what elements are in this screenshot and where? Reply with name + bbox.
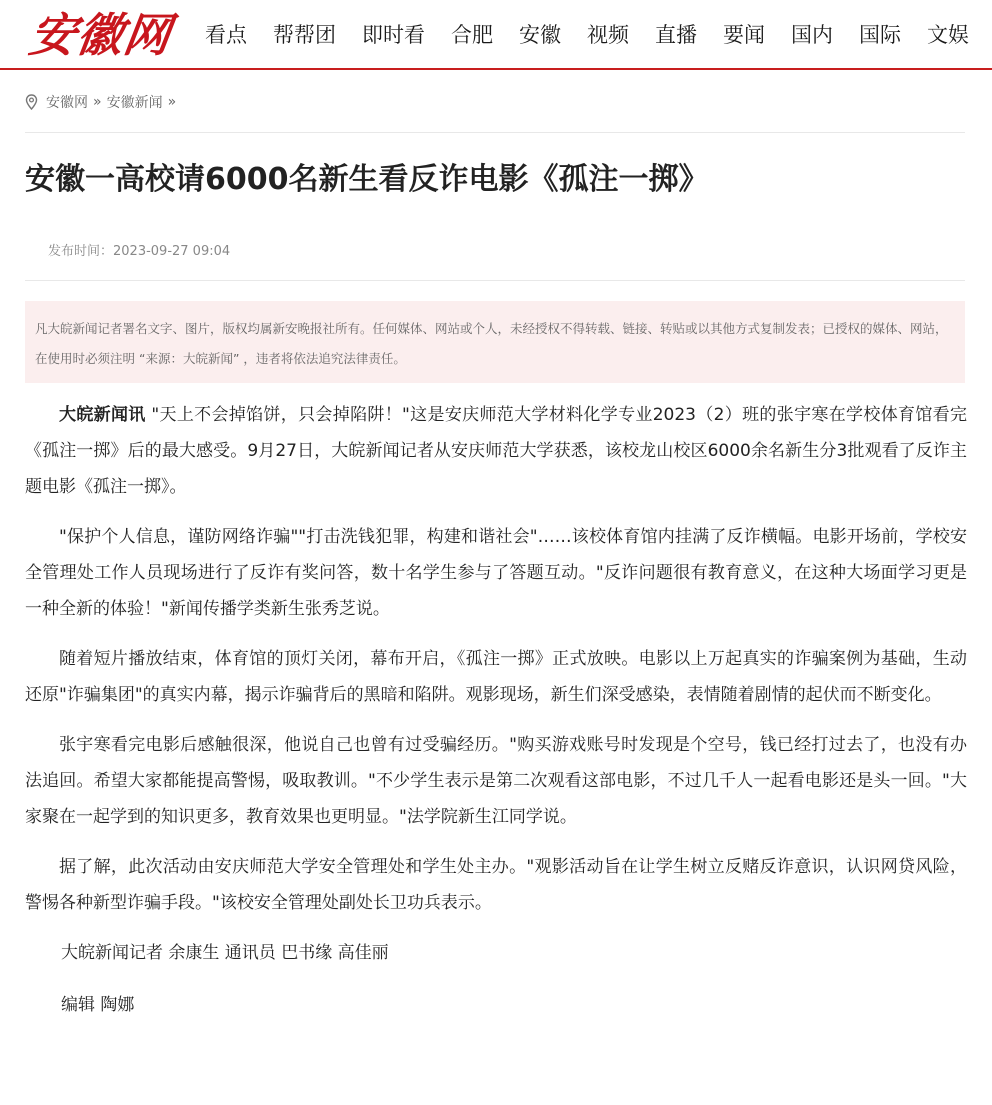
top-bar (0, 0, 992, 70)
article-paragraph (25, 397, 967, 505)
editor-credit: 编辑 陶娜 (61, 995, 135, 1015)
news-lead-label: 大皖新闻讯 (59, 405, 146, 425)
nav-item-domestic[interactable]: 国内 (791, 23, 833, 47)
nav-item-live[interactable]: 直播 (655, 23, 697, 47)
breadcrumb (25, 92, 181, 112)
nav-item-kandian[interactable]: 看点 (205, 23, 247, 47)
nav-item-bangbangtuan[interactable]: 帮帮团 (273, 23, 336, 47)
divider (25, 132, 965, 133)
breadcrumb-separator: » (93, 94, 102, 110)
nav-item-video[interactable]: 视频 (587, 23, 629, 47)
breadcrumb-home-link[interactable]: 安徽网 (46, 95, 88, 111)
location-pin-icon (25, 94, 38, 110)
article-paragraph: 据了解，此次活动由安庆师范大学安全管理处和学生处主办。"观影活动旨在让学生树立反赌反诈意识，认识网贷风险，警惕各种新型诈骗手段。"该校安全管理处副处长卫功兵表示。 (25, 857, 967, 913)
article-body (25, 397, 967, 1039)
nav-item-headlines[interactable]: 要闻 (723, 23, 765, 47)
nav-item-international[interactable]: 国际 (859, 23, 901, 47)
nav-item-hefei[interactable]: 合肥 (451, 23, 493, 47)
reporter-credits: 大皖新闻记者 余康生 通讯员 巴书缘 高佳丽 (61, 943, 389, 963)
publish-time: 发布时间：2023-09-27 09:04 (48, 244, 231, 259)
article-title: 安徽一高校请6000名新生看反诈电影《孤注一掷》 (25, 162, 709, 197)
breadcrumb-separator: » (167, 94, 177, 110)
article-paragraph: 随着短片播放结束，体育馆的顶灯关闭，幕布开启，《孤注一掷》正式放映。电影以上万起真实的诈骗案例为基础，生动还原"诈骗集团"的真实内幕，揭示诈骗背后的黑暗和陷阱。观影现场，新生们深受感染，表情随着剧情的起伏而不断变化。 (25, 649, 967, 705)
paragraph-text: "天上不会掉馅饼，只会掉陷阱！"这是安庆师范大学材料化学专业2023（2）班的张宇寒在学校体育馆看完《孤注一掷》后的最大感受。9月27日，大皖新闻记者从安庆师范大学获悉，该校龙山校区6000余名新生分3批观看了反诈主题电影《孤注一掷》。 (25, 405, 967, 497)
nav-item-entertainment[interactable]: 文娱 (927, 23, 969, 47)
divider (25, 280, 965, 281)
breadcrumb-anhui-news-link[interactable]: 安徽新闻 (106, 95, 163, 111)
main-nav (192, 0, 982, 70)
copyright-notice: 凡大皖新闻记者署名文字、图片，版权均属新安晚报社所有。任何媒体、网站或个人，未经授权不得转载、链接、转贴或以其他方式复制发表；已授权的媒体、网站，在使用时必须注明 “来源：大皖新闻” ，违者将依法追究法律责任。 (25, 301, 965, 383)
site-logo[interactable]: 安徽网 (26, 8, 175, 62)
nav-item-anhui[interactable]: 安徽 (519, 23, 561, 47)
article-paragraph: 张宇寒看完电影后感触很深，他说自己也曾有过受骗经历。"购买游戏账号时发现是个空号，钱已经打过去了，也没有办法追回。希望大家都能提高警惕，吸取教训。"不少学生表示是第二次观看这部电影，不过几千人一起看电影还是头一回。"大家聚在一起学到的知识更多，教育效果也更明显。"法学院新生江同学说。 (25, 735, 967, 827)
article-paragraph: "保护个人信息，谨防网络诈骗""打击洗钱犯罪，构建和谐社会"……该校体育馆内挂满了反诈横幅。电影开场前，学校安全管理处工作人员现场进行了反诈有奖问答，数十名学生参与了答题互动。"反诈问题很有教育意义，在这种大场面学习更是一种全新的体验！"新闻传播学类新生张秀芝说。 (25, 527, 967, 619)
nav-item-jishikan[interactable]: 即时看 (362, 23, 425, 47)
